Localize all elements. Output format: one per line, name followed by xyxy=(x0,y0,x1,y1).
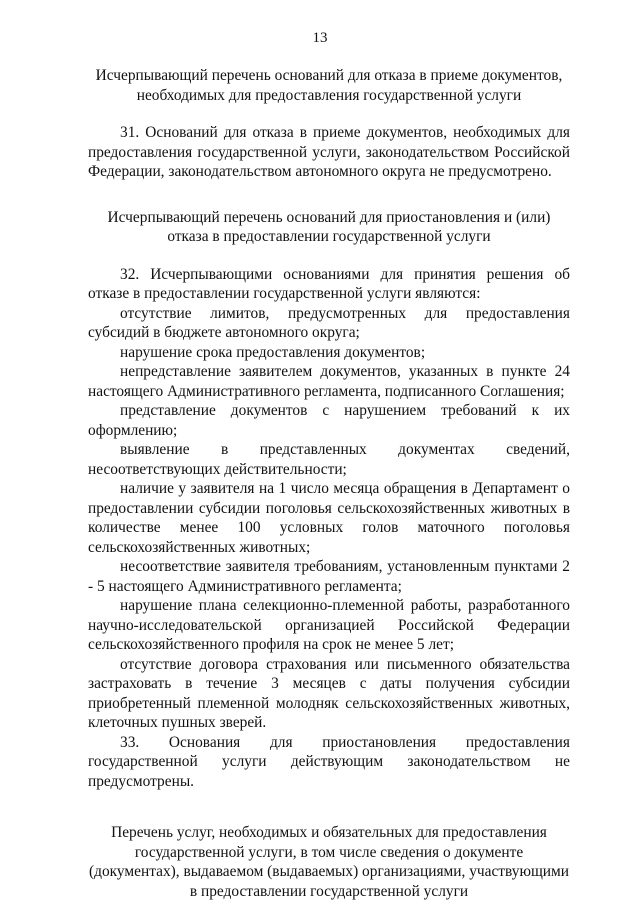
heading-suspension-refusal: Исчерпывающий перечень оснований для приостановления и (или) отказа в предоставлении государственной услуги xyxy=(107,208,551,245)
list-item: несоответствие заявителя требованиям, установленным пунктами 2 - 5 настоящего Административного регламента; xyxy=(88,558,570,595)
list-item: нарушение плана селекционно-племенной работы, разработанного научно-исследовательской организацией Российской Федерации сельскохозяйственного профиля на срок не менее 5 лет; xyxy=(88,597,570,653)
paragraph-33: 33. Основания для приостановления предоставления государственной услуги действующим законодательством не предусмотрены. xyxy=(88,733,570,790)
list-item: отсутствие договора страхования или письменного обязательства застраховать в течение 3 месяцев с даты получения субсидии приобретенный племенной молодняк сельскохозяйственных животных, клеточных пушных зверей. xyxy=(88,655,570,731)
paragraph-31: 31. Оснований для отказа в приеме документов, необходимых для предоставления государственной услуги, законодательством Российской Федерации, законодательством автономного округа не предусмотрено. xyxy=(88,124,570,180)
heading-required-services: Перечень услуг, необходимых и обязательных для предоставления государственной услуги, в том числе сведения о документе (документах), выдаваемом (выдаваемых) организациями, участвующими в предоставлении государственной услуги xyxy=(88,824,570,900)
heading-refusal-acceptance: Исчерпывающий перечень оснований для отказа в приеме документов, необходимых для предоставления государственной услуги xyxy=(95,67,563,104)
paragraph-32: 32. Исчерпывающими основаниями для принятия решения об отказе в предоставлении государственной услуги являются: xyxy=(88,265,570,302)
list-item: непредставление заявителем документов, указанных в пункте 24 настоящего Административного регламента, подписанного Соглашения; xyxy=(88,363,570,400)
list-item: наличие у заявителя на 1 число месяца обращения в Департамент о предоставлении субсидии поголовья сельскохозяйственных животных в количестве менее 100 условных голов маточного поголовья сельскохозяйственных животных; xyxy=(88,480,570,556)
document-body xyxy=(88,66,570,901)
page-number: 13 xyxy=(312,30,328,46)
list-item: представление документов с нарушением требований к их оформлению; xyxy=(88,402,570,439)
list-item: нарушение срока предоставления документов; xyxy=(120,343,426,361)
list-item: выявление в представленных документах сведений, несоответствующих действительности; xyxy=(88,441,570,478)
list-item: отсутствие лимитов, предусмотренных для предоставления субсидий в бюджете автономного округа; xyxy=(88,304,570,341)
